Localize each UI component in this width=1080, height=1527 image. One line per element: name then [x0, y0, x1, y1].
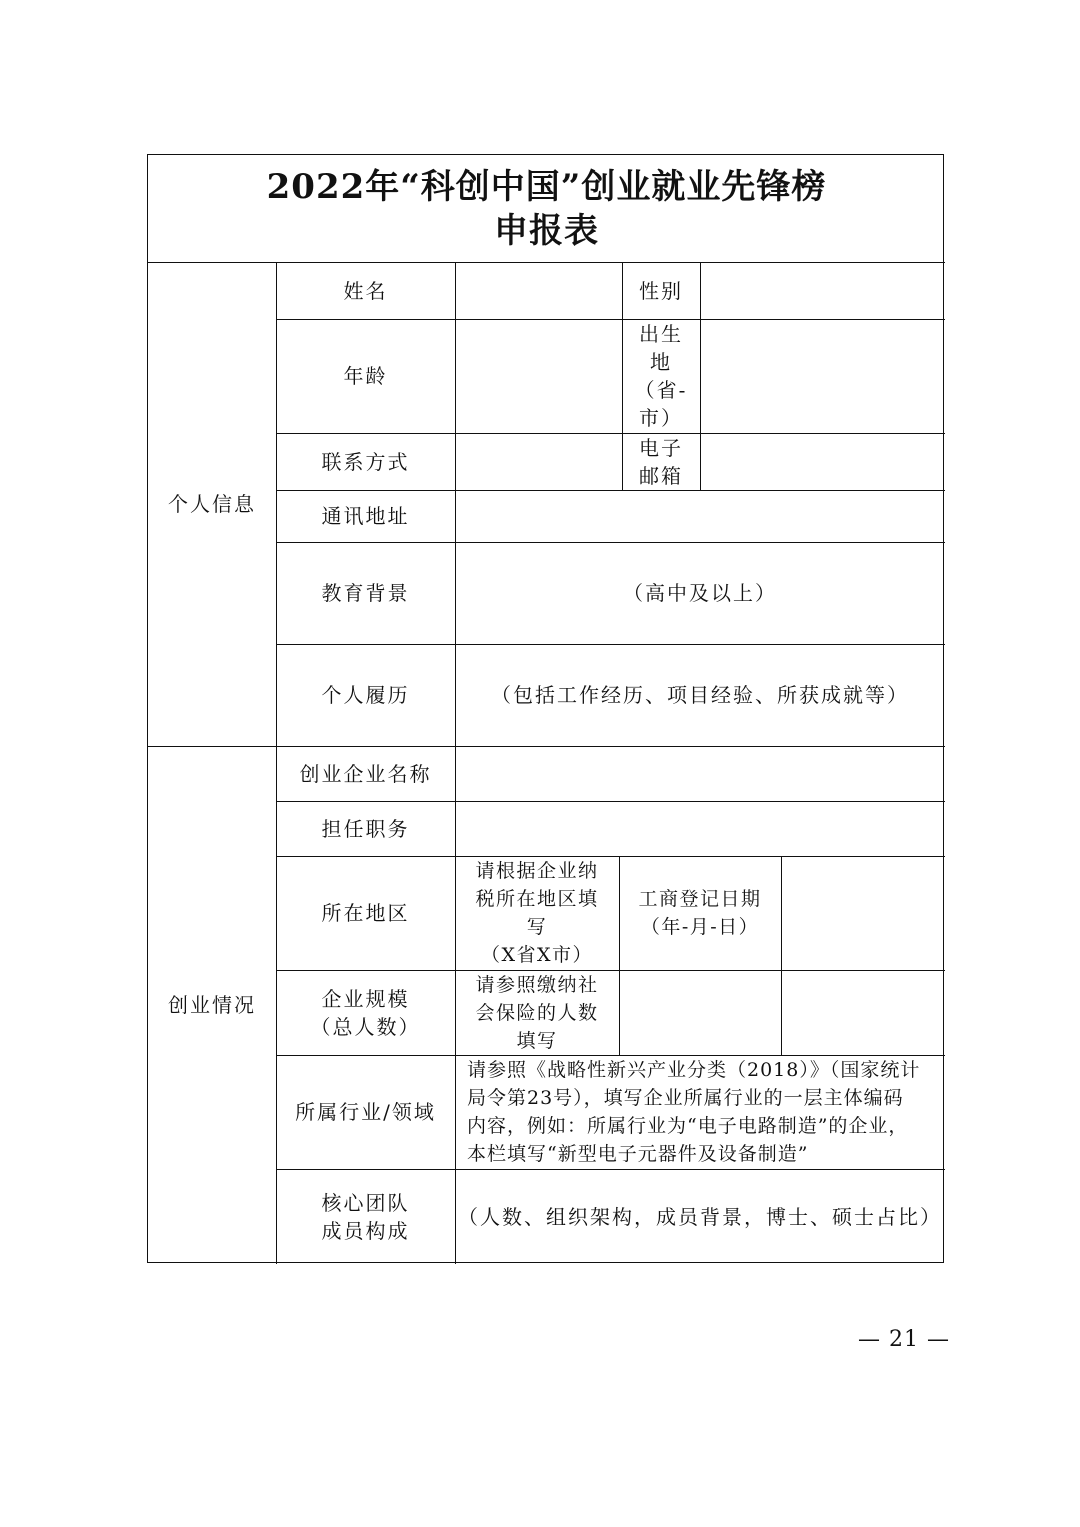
core-team-label: 核心团队 成员构成 [321, 1190, 410, 1243]
position-field[interactable] [455, 801, 945, 856]
scale-label: 企业规模 （总人数） [310, 986, 421, 1039]
section-personal-info: 个人信息 [168, 492, 256, 516]
resume-label: 个人履历 [321, 683, 410, 707]
address-field[interactable] [455, 490, 945, 542]
education-field[interactable]: （高中及以上） [623, 581, 777, 605]
contact-field[interactable] [455, 433, 622, 490]
core-team-field[interactable]: （人数、组织架构，成员背景，博士、硕士占比） [458, 1204, 942, 1229]
scale-hint: 请参照缴纳社 会保险的人数 填写 [475, 973, 599, 1052]
form-title-line2: 申报表 [494, 210, 599, 251]
company-name-field[interactable] [455, 746, 945, 801]
birthplace-field[interactable] [700, 319, 945, 433]
email-field[interactable] [700, 433, 945, 490]
position-label: 担任职务 [321, 816, 410, 841]
age-label: 年龄 [343, 364, 388, 388]
section-business-info: 创业情况 [168, 993, 256, 1017]
application-form-table [147, 154, 944, 1263]
scale-extra-field[interactable] [781, 970, 945, 1055]
form-title-line1: 2022年“科创中国”创业就业先锋榜 [266, 166, 827, 207]
gender-field[interactable] [700, 262, 945, 319]
industry-field[interactable]: 请参照《战略性新兴产业分类（2018）》（国家统计 局令第23号），填写企业所属行业的一层主体编码 内容，例如：所属行业为“电子电路制造”的企业， 本栏填写“新型电子元器件及设备制造” [467, 1059, 921, 1165]
registration-date-label: 工商登记日期 （年-月-日） [638, 888, 762, 938]
name-field[interactable] [455, 262, 622, 319]
region-field[interactable]: 请根据企业纳 税所在地区填 写 （X省X市） [475, 860, 599, 966]
email-label: 电子 邮箱 [639, 435, 683, 488]
registration-date-field[interactable] [781, 856, 945, 970]
name-label: 姓名 [343, 278, 388, 303]
industry-label: 所属行业/领域 [295, 1100, 436, 1124]
age-field[interactable] [455, 319, 622, 433]
company-name-label: 创业企业名称 [299, 761, 432, 786]
scale-field[interactable] [619, 970, 781, 1055]
region-label: 所在地区 [321, 901, 410, 925]
address-label: 通讯地址 [321, 504, 410, 528]
birthplace-label: 出生 地 （省- 市） [634, 322, 688, 430]
resume-field[interactable]: （包括工作经历、项目经验、所获成就等） [491, 683, 909, 707]
form-title [148, 155, 945, 262]
page-number: — 21 — [858, 1327, 950, 1352]
contact-label: 联系方式 [321, 449, 410, 474]
gender-label: 性别 [639, 278, 683, 303]
education-label: 教育背景 [321, 581, 410, 605]
